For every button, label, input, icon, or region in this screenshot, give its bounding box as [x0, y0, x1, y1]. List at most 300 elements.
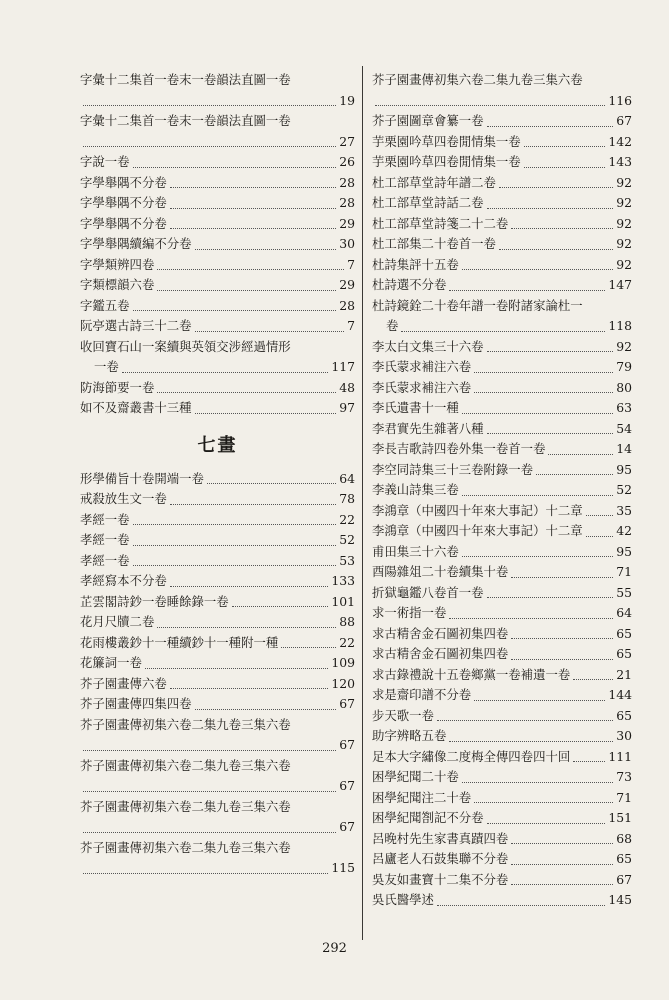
- entry-title: 杜工部集二十卷首一卷: [372, 236, 496, 251]
- index-entry: [80, 214, 355, 235]
- leader-dots: [195, 249, 337, 250]
- entry-page: 68: [616, 830, 632, 846]
- index-entry: [372, 767, 632, 788]
- index-entry: [372, 296, 632, 337]
- leader-dots: [145, 668, 328, 669]
- leader-dots: [83, 750, 336, 751]
- entry-page: 92: [616, 236, 632, 251]
- index-entry: [372, 788, 632, 809]
- index-entry: [80, 255, 355, 276]
- entry-page: 52: [339, 532, 355, 547]
- index-entry: [372, 849, 632, 870]
- index-entry: [372, 173, 632, 194]
- entry-page: 22: [339, 511, 355, 527]
- leader-dots: [511, 577, 613, 578]
- index-entry: [80, 111, 355, 152]
- leader-dots: [83, 791, 336, 792]
- index-entry: [80, 398, 355, 419]
- index-entry: [80, 337, 355, 378]
- entry-row: [80, 91, 355, 112]
- entry-title: 呂晚村先生家書真蹟四卷: [372, 830, 509, 846]
- entry-row: [80, 776, 355, 797]
- index-entry: [372, 378, 632, 399]
- leader-dots: [487, 597, 614, 598]
- entry-title: 花月尺牘二卷: [80, 614, 155, 629]
- index-entry: [80, 152, 355, 173]
- leader-dots: [499, 249, 613, 250]
- entry-title: 如不及齋叢書十三種: [80, 400, 192, 415]
- entry-row: [372, 480, 632, 501]
- entry-title: 助字辨略五卷: [372, 728, 447, 743]
- entry-page: 65: [616, 851, 632, 866]
- entry-row: [80, 132, 355, 153]
- entry-title: 李鴻章（中國四十年來大事記）十二章: [372, 502, 583, 518]
- leader-dots: [133, 310, 337, 311]
- entry-row: [80, 489, 355, 510]
- leader-dots: [170, 187, 336, 188]
- entry-page: 67: [339, 819, 355, 834]
- leader-dots: [133, 565, 337, 566]
- entry-page: 101: [331, 593, 355, 609]
- entry-page: 28: [339, 297, 355, 313]
- entry-title: 李氏蒙求補注六卷: [372, 359, 472, 374]
- entry-row: [80, 510, 355, 531]
- index-entry: [80, 592, 355, 613]
- entry-page: 35: [616, 502, 632, 518]
- entry-page: 54: [616, 420, 632, 436]
- entry-page: 64: [339, 470, 355, 486]
- index-entry: [80, 296, 355, 317]
- entry-title: 孝經一卷: [80, 511, 130, 527]
- index-entry: [80, 571, 355, 592]
- index-entry: [80, 173, 355, 194]
- leader-dots: [170, 228, 336, 229]
- entry-title: 字學類辨四卷: [80, 256, 155, 272]
- entry-title: 足本大字繡像二度梅全傳四卷四十回: [372, 748, 571, 764]
- leader-dots: [586, 536, 614, 537]
- index-entry: [372, 542, 632, 563]
- entry-title: 求古精舍金石圖初集四卷: [372, 625, 509, 641]
- index-entry: [80, 234, 355, 255]
- index-entry: [372, 398, 632, 419]
- entry-page: 92: [616, 338, 632, 354]
- index-entry: [372, 644, 632, 665]
- index-entry: [372, 152, 632, 173]
- index-entry: [80, 469, 355, 490]
- entry-page: 147: [608, 277, 632, 292]
- leader-dots: [437, 905, 605, 906]
- entry-row: [372, 193, 632, 214]
- entry-row: [372, 583, 632, 604]
- entry-row: [80, 817, 355, 838]
- entry-title: 求古錄禮說十五卷鄉黨一卷補遺一卷: [372, 666, 571, 682]
- entry-title: 李君實先生雜著八種: [372, 420, 484, 436]
- leader-dots: [83, 832, 336, 833]
- entry-page: 42: [616, 523, 632, 538]
- entry-row: [80, 316, 355, 337]
- entry-page: 115: [331, 860, 355, 875]
- entry-row: [372, 501, 632, 522]
- leader-dots: [83, 146, 336, 147]
- entry-page: 71: [616, 789, 632, 805]
- entry-page: 111: [608, 748, 632, 764]
- index-entry: [80, 715, 355, 756]
- entry-title: 折獄龜鑑八卷首一卷: [372, 584, 484, 600]
- entry-row: [80, 214, 355, 235]
- entry-page: 151: [608, 810, 632, 825]
- entry-title: 孝經一卷: [80, 552, 130, 568]
- entry-row: [372, 439, 632, 460]
- index-entry: [80, 674, 355, 695]
- entry-row: [80, 173, 355, 194]
- entry-title: 芥子園畫傳四集四卷: [80, 696, 192, 711]
- leader-dots: [462, 782, 613, 783]
- leader-dots: [487, 433, 614, 434]
- index-entry: [80, 510, 355, 531]
- entry-row: [372, 111, 632, 132]
- index-entry: [80, 378, 355, 399]
- leader-dots: [487, 126, 614, 127]
- entry-title: 李長吉歌詩四卷外集一卷首一卷: [372, 441, 546, 456]
- entry-page: 116: [608, 92, 632, 108]
- entry-title: 芥子園圖章會纂一卷: [372, 113, 484, 128]
- entry-page: 117: [331, 359, 355, 374]
- entry-row: [372, 788, 632, 809]
- index-entry: [372, 111, 632, 132]
- entry-row: [372, 767, 632, 788]
- entry-row: [80, 694, 355, 715]
- column-divider: [362, 66, 363, 940]
- leader-dots: [401, 331, 605, 332]
- leader-dots: [487, 208, 614, 209]
- leader-dots: [281, 647, 336, 648]
- entry-row: [372, 870, 632, 891]
- entry-page: 65: [616, 625, 632, 641]
- index-entry: [372, 521, 632, 542]
- entry-title: 李氏遺書十一種: [372, 400, 459, 415]
- leader-dots: [170, 208, 336, 209]
- entry-row: [372, 603, 632, 624]
- index-entry: [372, 234, 632, 255]
- leader-dots: [133, 524, 337, 525]
- entry-title: 求古精舍金石圖初集四卷: [372, 646, 509, 661]
- entry-row: [80, 234, 355, 255]
- entry-row: [80, 296, 355, 317]
- entry-row: [372, 685, 632, 706]
- leader-dots: [195, 413, 337, 414]
- leader-dots: [449, 290, 605, 291]
- leader-dots: [573, 761, 605, 762]
- entry-title: 字彙十二集首一卷末一卷韻法直圖一卷: [80, 113, 291, 128]
- entry-row: [80, 612, 355, 633]
- entry-page: 48: [339, 379, 355, 395]
- leader-dots: [232, 606, 329, 607]
- index-entry: [80, 838, 355, 879]
- entry-row: [80, 735, 355, 756]
- entry-page: 29: [339, 215, 355, 231]
- entry-row: [80, 378, 355, 399]
- index-entry: [372, 460, 632, 481]
- index-entry: [372, 685, 632, 706]
- index-entry: [372, 870, 632, 891]
- entry-title: 芋栗園吟草四卷閒情集一卷: [372, 133, 521, 149]
- entry-row: [80, 653, 355, 674]
- entry-title: 吳友如畫寶十二集不分卷: [372, 871, 509, 887]
- index-entry: [372, 706, 632, 727]
- index-entry: [372, 603, 632, 624]
- entry-page: 142: [608, 133, 632, 149]
- right-column: [372, 70, 632, 911]
- entry-title: 芥子園畫傳初集六卷二集九卷三集六卷: [80, 716, 291, 732]
- leader-dots: [449, 618, 613, 619]
- entry-title: 戒殺放生文一卷: [80, 491, 167, 506]
- entry-page: 118: [608, 318, 632, 333]
- entry-row: [80, 357, 355, 378]
- entry-row: [372, 726, 632, 747]
- entry-page: 78: [339, 491, 355, 506]
- leader-dots: [548, 454, 613, 455]
- entry-page: 67: [616, 113, 632, 128]
- entry-page: 133: [331, 573, 355, 588]
- entry-title: 字學舉隅續編不分卷: [80, 236, 192, 251]
- entry-title: 芥子園畫傳初集六卷二集九卷三集六卷: [80, 798, 291, 814]
- leader-dots: [157, 290, 336, 291]
- leader-dots: [499, 187, 613, 188]
- entry-row: [80, 551, 355, 572]
- entry-row: [80, 592, 355, 613]
- entry-row: [372, 234, 632, 255]
- entry-row: [372, 890, 632, 911]
- entry-title: 求是齋印譜不分卷: [372, 687, 472, 702]
- leader-dots: [133, 167, 337, 168]
- entry-row: [372, 357, 632, 378]
- leader-dots: [437, 720, 613, 721]
- entry-row: [372, 542, 632, 563]
- index-entry: [372, 214, 632, 235]
- entry-title: 杜工部草堂詩話二卷: [372, 195, 484, 210]
- entry-title: 收回寶石山一案續與英領交涉經過情形: [80, 338, 291, 354]
- entry-page: 52: [616, 482, 632, 497]
- entry-title: 孝經寫本不分卷: [80, 573, 167, 588]
- entry-title: 求一術指一卷: [372, 605, 447, 620]
- entry-row: [80, 633, 355, 654]
- entry-title: 李義山詩集三卷: [372, 482, 459, 497]
- leader-dots: [195, 709, 337, 710]
- entry-title: 字說一卷: [80, 154, 130, 169]
- entry-title: 李鴻章（中國四十年來大事記）十二章: [372, 523, 583, 538]
- leader-dots: [83, 873, 328, 874]
- index-entry: [372, 439, 632, 460]
- entry-row: [372, 255, 632, 276]
- entry-row: [372, 173, 632, 194]
- entry-page: 22: [339, 634, 355, 650]
- index-entry: [372, 132, 632, 153]
- index-entry: [372, 890, 632, 911]
- leader-dots: [487, 823, 606, 824]
- entry-title: 防海節要一卷: [80, 379, 155, 395]
- entry-page: 65: [616, 646, 632, 661]
- entry-page: 92: [616, 174, 632, 190]
- entry-title: 困學紀聞劄記不分卷: [372, 810, 484, 825]
- leader-dots: [122, 372, 329, 373]
- entry-page: 19: [339, 92, 355, 108]
- leader-dots: [195, 331, 345, 332]
- entry-page: 120: [331, 675, 355, 691]
- entry-title: 字類標韻六卷: [80, 277, 155, 292]
- entry-title: 阮亭選古詩三十二卷: [80, 318, 192, 333]
- entry-title: 吳氏醫學述: [372, 892, 434, 907]
- entry-page: 67: [616, 871, 632, 887]
- leader-dots: [511, 638, 613, 639]
- entry-page: 28: [339, 195, 355, 210]
- entry-page: 109: [331, 655, 355, 670]
- entry-row: [372, 419, 632, 440]
- entry-page: 63: [616, 400, 632, 415]
- entry-page: 7: [347, 256, 355, 272]
- entry-title-cont: 一卷: [94, 359, 119, 374]
- entry-title: 字學舉隅不分卷: [80, 215, 167, 231]
- entry-row: [372, 152, 632, 173]
- entry-row: [372, 398, 632, 419]
- entry-row: [372, 829, 632, 850]
- index-entry: [372, 255, 632, 276]
- right-list: [372, 70, 632, 911]
- entry-row: [80, 275, 355, 296]
- index-entry: [372, 480, 632, 501]
- leader-dots: [170, 504, 336, 505]
- index-entry: [80, 653, 355, 674]
- index-entry: [80, 633, 355, 654]
- entry-title: 字鑑五卷: [80, 297, 130, 313]
- entry-title: 呂廬老人石鼓集聯不分卷: [372, 851, 509, 866]
- entry-row: [372, 378, 632, 399]
- entry-page: 92: [616, 215, 632, 231]
- index-entry: [372, 829, 632, 850]
- entry-page: 30: [339, 236, 355, 251]
- entry-row: [80, 674, 355, 695]
- entry-title: 形學備旨十卷開端一卷: [80, 470, 204, 486]
- entry-title: 字學舉隅不分卷: [80, 195, 167, 210]
- entry-row: [80, 469, 355, 490]
- entry-title-cont: 卷: [386, 318, 399, 333]
- entry-title: 芥子園畫傳初集六卷二集九卷三集六卷: [372, 72, 583, 87]
- entry-title: 困學紀聞二十卷: [372, 769, 459, 784]
- entry-title: 花簾詞一卷: [80, 655, 142, 670]
- entry-page: 92: [616, 256, 632, 272]
- leader-dots: [511, 864, 613, 865]
- left-top-list: [80, 70, 355, 419]
- entry-row: [372, 706, 632, 727]
- index-entry: [372, 337, 632, 358]
- section-heading: 七畫: [197, 434, 238, 456]
- entry-page: 7: [347, 318, 355, 333]
- entry-page: 80: [616, 379, 632, 395]
- entry-title: 李空同詩集三十三卷附錄一卷: [372, 461, 534, 477]
- index-entry: [372, 726, 632, 747]
- leader-dots: [375, 105, 605, 106]
- entry-row: [80, 255, 355, 276]
- entry-page: 67: [339, 737, 355, 752]
- entry-row: [372, 275, 632, 296]
- leader-dots: [524, 146, 606, 147]
- index-entry: [372, 665, 632, 686]
- index-entry: [372, 583, 632, 604]
- entry-title: 困學紀聞注二十卷: [372, 789, 472, 805]
- entry-title: 字學舉隅不分卷: [80, 174, 167, 190]
- entry-row: [372, 460, 632, 481]
- entry-title: 李太白文集三十六卷: [372, 338, 484, 354]
- entry-title: 杜詩選不分卷: [372, 277, 447, 292]
- entry-page: 79: [616, 359, 632, 374]
- entry-page: 55: [616, 584, 632, 600]
- index-entry: [80, 551, 355, 572]
- leader-dots: [207, 483, 336, 484]
- entry-page: 67: [339, 778, 355, 793]
- entry-page: 53: [339, 552, 355, 568]
- index-entry: [372, 747, 632, 768]
- entry-row: [372, 665, 632, 686]
- index-entry: [372, 501, 632, 522]
- entry-row: [372, 644, 632, 665]
- left-bottom-list: [80, 469, 355, 879]
- entry-row: [372, 808, 632, 829]
- entry-row: [372, 521, 632, 542]
- entry-title: 杜詩鏡銓二十卷年譜一卷附諸家論杜一: [372, 297, 583, 313]
- entry-title: 芥子園畫傳六卷: [80, 675, 167, 691]
- entry-page: 144: [608, 687, 632, 702]
- leader-dots: [133, 545, 337, 546]
- entry-row: [80, 530, 355, 551]
- index-entry: [372, 275, 632, 296]
- entry-row: [372, 849, 632, 870]
- leader-dots: [511, 843, 613, 844]
- entry-page: 88: [339, 614, 355, 629]
- leader-dots: [462, 413, 613, 414]
- entry-title: 甫田集三十六卷: [372, 543, 459, 559]
- index-entry: [372, 70, 632, 111]
- entry-page: 73: [616, 769, 632, 784]
- entry-title: 花雨樓叢鈔十一種續鈔十一種附一種: [80, 634, 279, 650]
- entry-page: 29: [339, 277, 355, 292]
- entry-page: 28: [339, 174, 355, 190]
- entry-title: 酉陽雜俎二十卷續集十卷: [372, 564, 509, 579]
- leader-dots: [474, 372, 613, 373]
- leader-dots: [524, 167, 606, 168]
- entry-row: [80, 152, 355, 173]
- index-entry: [80, 70, 355, 111]
- entry-title: 芷雲閣詩鈔一卷睡餘錄一卷: [80, 593, 229, 609]
- index-entry: [372, 808, 632, 829]
- leader-dots: [586, 515, 614, 516]
- entry-page: 143: [608, 154, 632, 169]
- entry-title: 孝經一卷: [80, 532, 130, 547]
- index-entry: [372, 193, 632, 214]
- entry-row: [80, 858, 355, 879]
- leader-dots: [462, 556, 613, 557]
- entry-page: 21: [616, 666, 632, 682]
- leader-dots: [462, 495, 613, 496]
- entry-title: 杜詩集評十五卷: [372, 256, 459, 272]
- entry-title: 杜工部草堂詩箋二十二卷: [372, 215, 509, 231]
- entry-page: 95: [616, 543, 632, 559]
- entry-row: [372, 214, 632, 235]
- leader-dots: [511, 659, 613, 660]
- entry-page: 92: [616, 195, 632, 210]
- entry-title: 字彙十二集首一卷末一卷韻法直圖一卷: [80, 72, 291, 87]
- entry-page: 97: [339, 400, 355, 415]
- index-entry: [80, 316, 355, 337]
- index-entry: [372, 624, 632, 645]
